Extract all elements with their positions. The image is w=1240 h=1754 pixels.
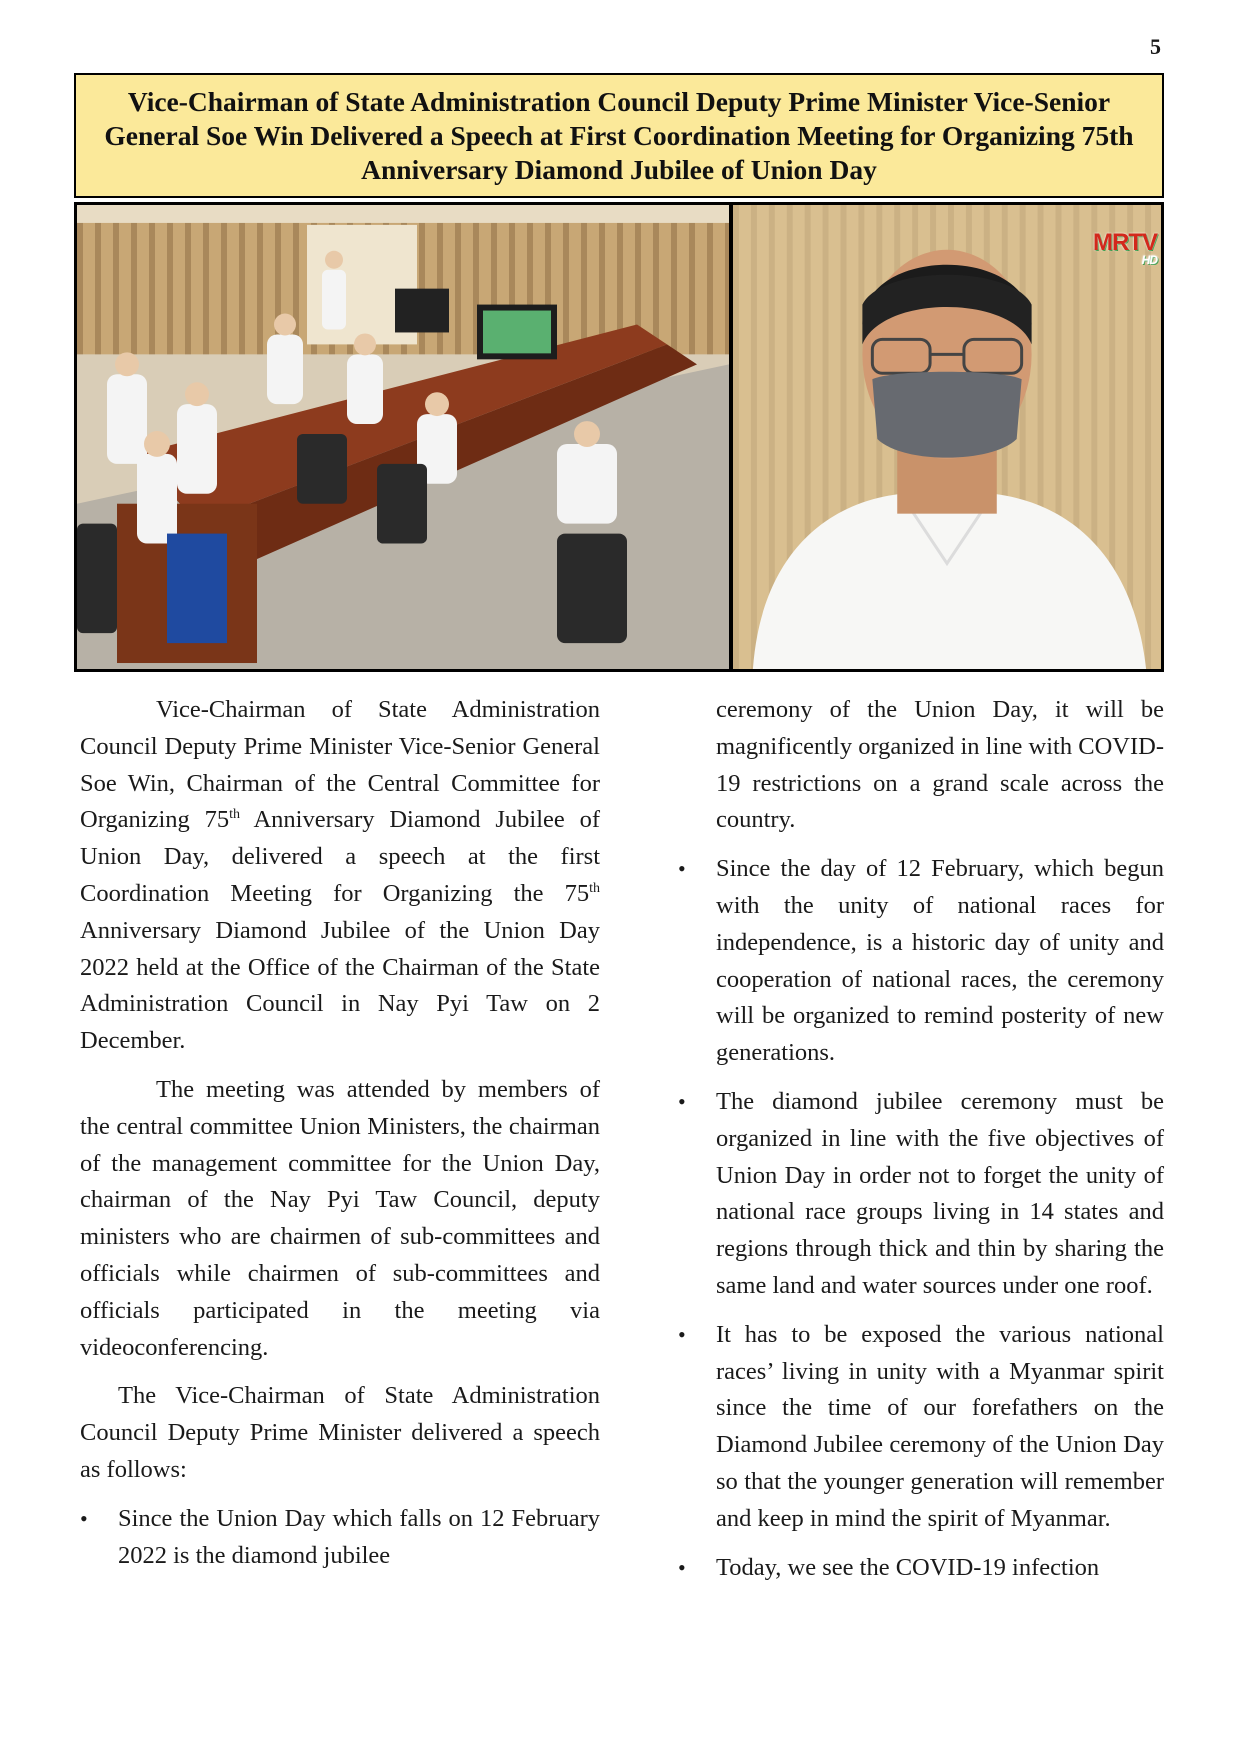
speech-point: • Today, we see the COVID-19 infection: [678, 1550, 1164, 1587]
body-paragraph: Vice-Chairman of State Administration Council Deputy Prime Minister Vice-Senior General Soe Win, Chairman of the Central Committee for Organizing 75th Anniversary Diamond Jubilee of Union Day, delivered a speech at the first Coordination Meeting for Organizing the 75th Anniversary Diamond Jubilee of the Union Day 2022 held at the Office of the Chairman of the State Administration Council in Nay Pyi Taw on 2 December.: [80, 696, 600, 1055]
article-column-left: [80, 692, 600, 1586]
photo-strip: [74, 202, 1164, 672]
speech-point: • Since the day of 12 February, which begun with the unity of national races for independence, is a historic day of unity and cooperation of national races, the ceremony will be organized to remind posterity of new generations.: [678, 851, 1164, 1072]
speaker-portrait-illustration: [733, 205, 1161, 669]
speech-point: • It has to be exposed the various national races’ living in unity with a Myanmar spirit since the time of our forefathers on the Diamond Jubilee ceremony of the Union Day so that the younger generation will remember and keep in mind the spirit of Myanmar.: [678, 1317, 1164, 1538]
article-column-right: [678, 692, 1164, 1598]
speech-point: • The diamond jubilee ceremony must be organized in line with the five objectives of Union Day in order not to forget the unity of national race groups living in 14 states and regions through thick and thin by sharing the same land and water sources under one roof.: [678, 1084, 1164, 1305]
speech-points-list: [80, 1501, 600, 1575]
speech-point-continued: ceremony of the Union Day, it will be magnificently organized in line with COVID-19 restrictions on a grand scale across the country.: [716, 696, 1164, 834]
page-number: 5: [1150, 34, 1161, 59]
speech-point: • Since the Union Day which falls on 12 February 2022 is the diamond jubilee: [80, 1501, 600, 1575]
broadcaster-logo: MRTV HD: [1093, 229, 1157, 267]
article-title-box: [74, 73, 1164, 198]
meeting-room-photo: [77, 205, 729, 669]
article-title: Vice-Chairman of State Administration Council Deputy Prime Minister Vice-Senior General Soe Win Delivered a Speech at First Coordination Meeting for Organizing 75th Anniversary Diamond Jubilee of Union Day: [104, 85, 1134, 185]
body-paragraph: The Vice-Chairman of State Administration Council Deputy Prime Minister delivered a speech as follows:: [80, 1382, 600, 1483]
speech-points-list: [678, 851, 1164, 1586]
meeting-room-illustration: [77, 205, 729, 669]
body-paragraph: The meeting was attended by members of the central committee Union Ministers, the chairman of the management committee for the Union Day, chairman of the Nay Pyi Taw Council, deputy ministers who are chairmen of sub-committees and officials while chairmen of sub-committees and officials participated in the meeting via videoconferencing.: [80, 1075, 600, 1361]
speaker-portrait-photo: [733, 205, 1161, 669]
